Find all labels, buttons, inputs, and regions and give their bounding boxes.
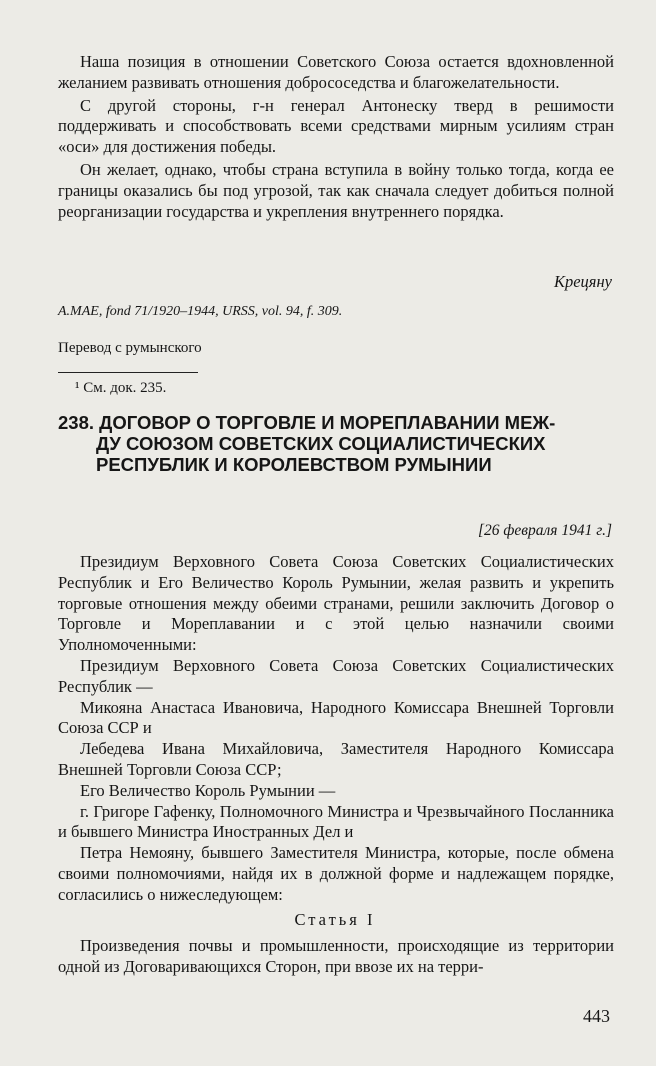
article-paragraph: Произведения почвы и промышленности, происходящие из территории одной из Договаривающихся Сторон, при ввозе их на терри- (58, 936, 614, 976)
archive-reference: A.MAE, fond 71/1920–1944, URSS, vol. 94, f. 309. (58, 304, 343, 319)
lebedev-line: Лебедева Ивана Михайловича, Заместителя Народного Комиссара Внешней Торговли Союза ССР; (58, 739, 614, 779)
document-date: [26 февраля 1941 г.] (478, 522, 612, 539)
heading-line-2: ДУ СОЮЗОМ СОВЕТСКИХ СОЦИАЛИСТИЧЕСКИХ (96, 433, 546, 454)
page-number: 443 (583, 1006, 610, 1026)
document-heading (58, 412, 618, 475)
footnote-divider (58, 372, 198, 373)
nemoianu-line: Петра Немояну, бывшего Заместителя Министра, которые, после обмена своими полномочиями, найдя их в должной форме и надлежащем порядке, согласились о нижеследующем: (58, 843, 614, 904)
footnote: ¹ См. док. 235. (75, 380, 167, 396)
treaty-body (58, 552, 614, 906)
signature: Крецяну (554, 272, 612, 291)
paragraph-position: Наша позиция в отношении Советского Союза остается вдохновленной желанием развивать отношения добрососедства и благожелательности. (58, 52, 614, 92)
article-title: Статья I (294, 910, 376, 929)
mikoyan-line: Микояна Анастаса Ивановича, Народного Комиссара Внешней Торговли Союза ССР и (58, 697, 614, 738)
preamble-paragraph: Президиум Верховного Совета Союза Советских Социалистических Республик и Его Величество Король Румынии, желая развить и укрепить торговые отношения между обеими странами, решили заключить Договор о Торговле и Мореплавании и с этой целью назначили своими Уполномоченными: (58, 552, 614, 655)
article-text-block (58, 936, 614, 978)
top-text-block (58, 52, 614, 222)
translation-note: Перевод с румынского (58, 340, 202, 356)
paragraph-war-entry: Он желает, однако, чтобы страна вступила в войну только тогда, когда ее границы оказались бы под угрозой, так как сначала следует добиться полной реорганизации государства и укрепления внутреннего порядка. (58, 159, 614, 221)
heading-line-3: РЕСПУБЛИК И КОРОЛЕВСТВОМ РУМЫНИИ (96, 454, 492, 475)
paragraph-antonescu: С другой стороны, г-н генерал Антонеску тверд в решимости поддерживать и способствовать всеми средствами мирным усилиям стран «оси» для достижения победы. (58, 95, 614, 157)
king-line: Его Величество Король Румынии — (80, 780, 336, 800)
heading-line-1: 238. ДОГОВОР О ТОРГОВЛЕ И МОРЕПЛАВАНИИ МЕЖ- (58, 412, 556, 433)
gafencu-line: г. Григоре Гафенку, Полномочного Министра и Чрезвычайного Посланника и бывшего Министра Иностранных Дел и (58, 801, 614, 842)
presidium-line: Президиум Верховного Совета Союза Советских Социалистических Республик — (58, 655, 614, 696)
